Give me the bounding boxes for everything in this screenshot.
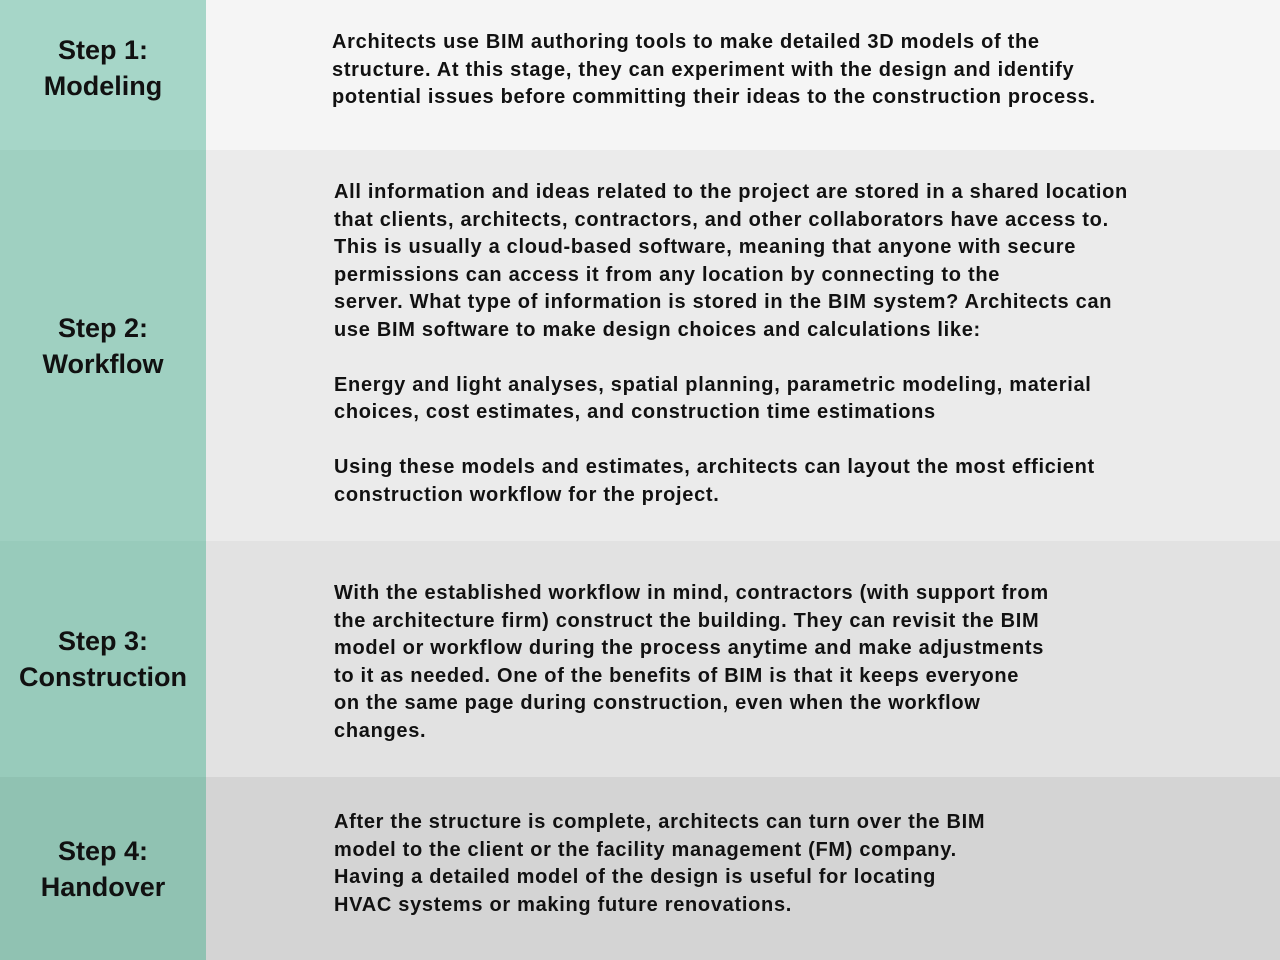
step-paragraph: Energy and light analyses, spatial planning, parametric modeling, material choices, cost estimates, and construction time estimations [334, 373, 1092, 423]
step-row-workflow [0, 150, 1280, 541]
step-row-modeling [0, 0, 1280, 150]
step-paragraph: After the structure is complete, architects can turn over the BIM model to the client or the facility management (FM) company. Having a detailed model of the design is useful for locating HVAC systems or making future renovations. [334, 811, 986, 916]
step-paragraph: With the established workflow in mind, contractors (with support from the architecture firm) construct the building. They can revisit the BIM model or workflow during the process anytime and make adjustments to it as needed. One of the benefits of BIM is that it keeps everyone on the same page during construction, even when the workflow changes. [334, 582, 1049, 742]
step-description-modeling [206, 0, 1280, 150]
step-label-construction [0, 541, 206, 777]
step-number: Step 4: [57, 835, 149, 866]
step-title: Construction [19, 662, 187, 692]
step-paragraph: Using these models and estimates, architects can layout the most efficient construction workflow for the project. [334, 456, 1095, 506]
step-title: Modeling [43, 71, 163, 101]
step-paragraph: Architects use BIM authoring tools to make detailed 3D models of the structure. At this stage, they can experiment with the design and identify potential issues before committing their ideas to the construction process. [332, 31, 1096, 108]
step-row-handover [0, 777, 1280, 960]
step-paragraph: All information and ideas related to the project are stored in a shared location that clients, architects, contractors, and other collaborators have access to. This is usually a cloud-based software, meaning that anyone with secure permissions can access it from any location by connecting to the server. What type of information is stored in the BIM system? Architects can use BIM software to make design choices and calculations like: [334, 181, 1128, 341]
step-description-construction [206, 541, 1280, 777]
step-label-workflow [0, 150, 206, 541]
step-description-workflow [206, 150, 1280, 541]
step-row-construction [0, 541, 1280, 777]
step-label-modeling [0, 0, 206, 150]
step-title: Workflow [42, 348, 164, 379]
step-number: Step 1: [57, 35, 149, 65]
step-number: Step 2: [57, 312, 149, 343]
step-number: Step 3: [57, 626, 149, 656]
step-label-handover [0, 777, 206, 960]
step-description-handover [206, 777, 1280, 960]
step-title: Handover [40, 871, 166, 902]
